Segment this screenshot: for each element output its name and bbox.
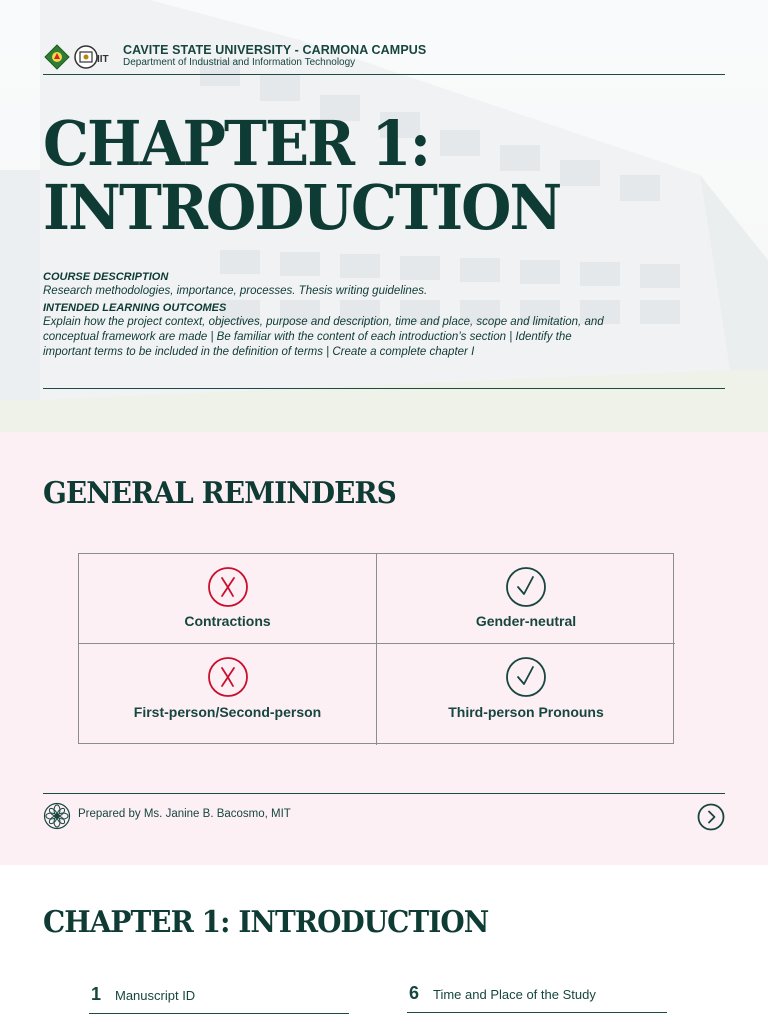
learning-outcomes-line-2: conceptual framework are made | Be familiar with the content of each introduction’s section | Identify the [43,331,572,343]
divider [43,388,725,389]
reminder-label: Gender-neutral [475,613,577,629]
reminder-contractions [79,554,377,644]
outline-item [89,984,349,1014]
chapter-title-line-1: CHAPTER 1: [43,107,430,180]
reminder-label: Third-person Pronouns [448,704,604,720]
course-info [43,270,733,360]
reminders-grid [78,553,674,744]
x-circle-icon [207,656,249,698]
x-circle-icon [207,566,249,608]
chapter-title-line-2: INTRODUCTION [43,171,561,244]
chevron-right-circle-icon[interactable] [697,803,725,831]
section-title: GENERAL REMINDERS [43,476,396,511]
outline-item-label: Time and Place of the Study [433,987,596,1002]
reminder-gender-neutral [377,554,675,644]
divider [43,793,725,794]
department-name: Department of Industrial and Information Technology [123,57,356,68]
university-logos [43,43,119,71]
chapter-outline-section [0,865,768,1024]
university-name: CAVITE STATE UNIVERSITY - CARMONA CAMPUS [123,43,427,57]
reminder-first-second-person [79,644,377,745]
section-title: CHAPTER 1: INTRODUCTION [43,905,489,940]
outline-item-number: 6 [409,983,420,1003]
outline-item-number: 1 [91,984,102,1004]
course-description-text: Research methodologies, importance, processes. Thesis writing guidelines. [43,285,428,297]
check-circle-icon [505,656,547,698]
check-circle-icon [505,566,547,608]
learning-outcomes-line-3: important terms to be included in the definition of terms | Create a complete chapter I [43,346,475,358]
learning-outcomes-line-1: Explain how the project context, objectives, purpose and description, time and place, scope and limitation, and [43,316,604,328]
page-header [43,42,725,75]
course-description-label: COURSE DESCRIPTION [43,271,169,283]
hero-section [0,0,768,432]
outline-item-label: Manuscript ID [115,988,196,1003]
general-reminders-section [0,432,768,865]
svg-text:IIT: IIT [97,54,109,65]
mandala-logo-icon [43,802,71,830]
reminder-label: Contractions [184,613,271,629]
outline-item [407,983,667,1013]
prepared-by-text: Prepared by Ms. Janine B. Bacosmo, MIT [78,808,291,820]
learning-outcomes-label: INTENDED LEARNING OUTCOMES [43,302,227,314]
reminder-third-person-pronouns [377,644,675,745]
chapter-title [43,107,694,244]
reminder-label: First-person/Second-person [133,704,322,720]
